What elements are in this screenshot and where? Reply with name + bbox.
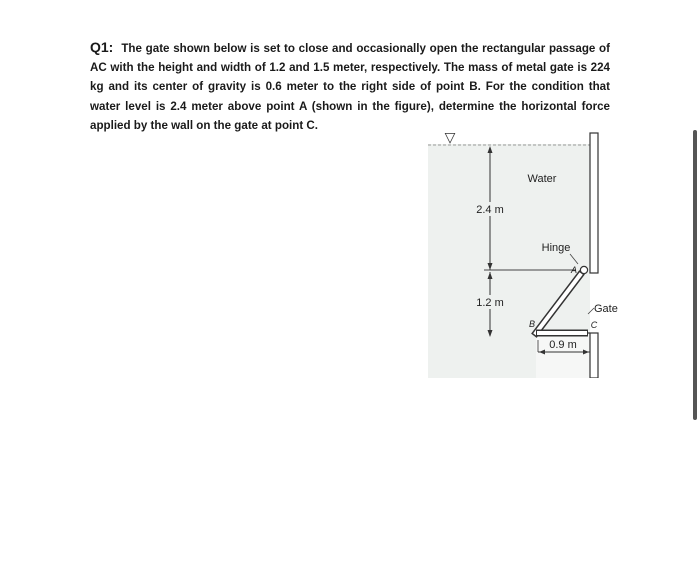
dim-label-water-height: 2.4 m <box>476 204 504 216</box>
dim-label-horizontal: 0.9 m <box>549 339 577 351</box>
question-body: The gate shown below is set to close and occasionally open the rectangular passage of AC with the height and width of 1.2 and 1.5 meter, respectively. The mass of metal gate is 224 kg and its center of gravity is 0.6 meter to the right side of point B. For the condition that water level is 2.4 meter above point A (shown in the figure), determine the horizontal force applied by the wall on the gate at point C. <box>90 42 610 132</box>
dim-label-passage-height: 1.2 m <box>476 297 504 309</box>
hinge-label: Hinge <box>541 242 571 254</box>
upper-wall <box>590 133 598 273</box>
point-c-label: C <box>590 320 598 330</box>
gate-diagram <box>428 128 618 378</box>
point-a-label: A <box>570 265 578 275</box>
question-text-block <box>90 38 610 135</box>
question-number: Q1: <box>90 39 114 55</box>
point-b-label: B <box>528 319 536 329</box>
lower-wall <box>590 333 598 378</box>
gate-label: Gate <box>594 303 618 315</box>
gate-diagram-svg <box>428 128 618 378</box>
water-surface-symbol: ▽ <box>444 129 456 145</box>
hinge-pin <box>580 266 587 273</box>
vertical-scrollbar[interactable] <box>693 130 697 420</box>
water-label: Water <box>527 173 557 185</box>
